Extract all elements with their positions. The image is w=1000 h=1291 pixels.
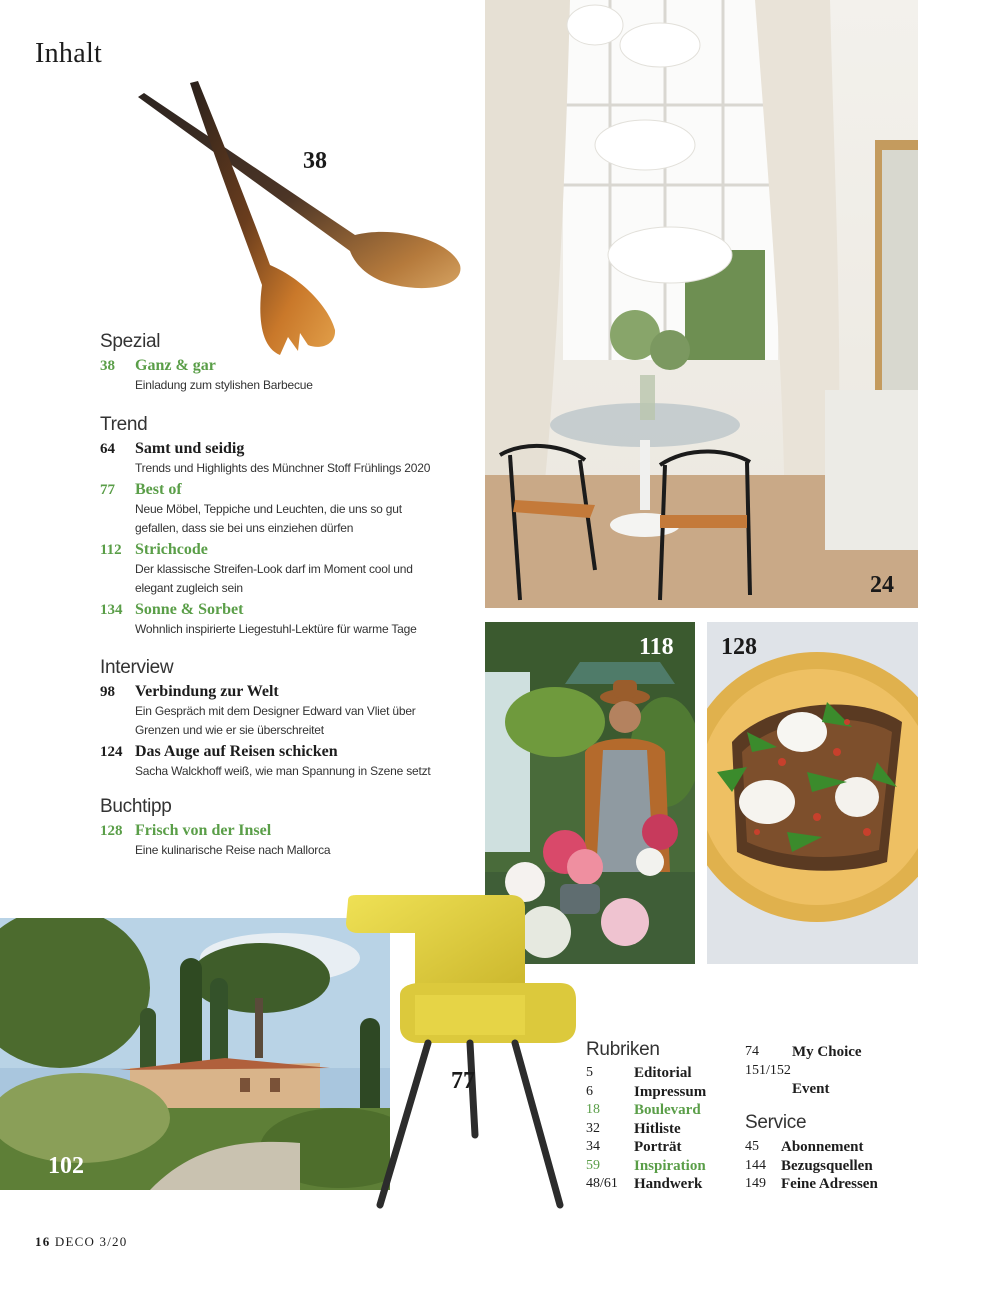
rubrik-page: 18 bbox=[586, 1102, 600, 1117]
rubrik-page: 74 bbox=[745, 1044, 759, 1059]
section-heading: Spezial bbox=[100, 331, 161, 352]
page-number-spoons: 38 bbox=[303, 148, 327, 174]
page-number-villa: 102 bbox=[48, 1153, 84, 1179]
service-heading: Service bbox=[745, 1112, 807, 1133]
rubrik-item[interactable] bbox=[586, 1138, 736, 1157]
service-label: Bezugsquellen bbox=[781, 1157, 873, 1174]
toc-entry[interactable] bbox=[100, 480, 480, 538]
rubrik-page: 6 bbox=[586, 1083, 593, 1099]
page-number-food: 128 bbox=[721, 634, 757, 660]
rubriken-block-2 bbox=[745, 1043, 915, 1099]
service-item[interactable] bbox=[745, 1175, 915, 1194]
entry-title: Ganz & gar bbox=[135, 357, 216, 374]
service-label: Feine Adressen bbox=[781, 1176, 878, 1192]
dining-room-scene bbox=[485, 0, 918, 608]
entry-page-number: 64 bbox=[100, 441, 115, 457]
rubrik-page: 48/61 bbox=[586, 1176, 618, 1191]
toc-section-buchtipp bbox=[100, 795, 480, 860]
rubrik-item[interactable] bbox=[586, 1064, 736, 1083]
entry-title: Das Auge auf Reisen schicken bbox=[135, 743, 338, 760]
rubrik-label: My Choice bbox=[792, 1044, 862, 1060]
section-heading: Interview bbox=[100, 657, 174, 678]
toc-entry[interactable] bbox=[100, 540, 480, 598]
entry-page-number: 112 bbox=[100, 542, 122, 558]
rubrik-label: Inspiration bbox=[634, 1157, 706, 1174]
service-item[interactable] bbox=[745, 1138, 915, 1157]
photo-spoons[interactable] bbox=[130, 75, 470, 360]
entry-title: Samt und seidig bbox=[135, 440, 245, 457]
rubrik-page: 5 bbox=[586, 1065, 593, 1080]
photo-dining-room[interactable] bbox=[485, 0, 918, 608]
entry-title: Frisch von der Insel bbox=[135, 822, 272, 839]
entry-description: Sacha Walckhoff weiß, wie man Spannung in Szene setzt bbox=[135, 764, 431, 778]
rubrik-item[interactable] bbox=[586, 1157, 736, 1176]
entry-description: Der klassische Streifen-Look darf im Moment cool und elegant zugleich sein bbox=[135, 562, 413, 595]
rubrik-item[interactable] bbox=[745, 1043, 915, 1062]
entry-description: Trends und Highlights des Münchner Stoff Frühlings 2020 bbox=[135, 461, 431, 475]
toc-entry[interactable] bbox=[100, 821, 480, 860]
entry-page-number: 128 bbox=[100, 823, 123, 839]
photo-villa-garden[interactable] bbox=[0, 918, 390, 1190]
photo-food[interactable] bbox=[707, 622, 918, 964]
villa-garden-scene bbox=[0, 918, 390, 1190]
entry-description: Einladung zum stylishen Barbecue bbox=[135, 378, 313, 392]
service-page: 149 bbox=[745, 1176, 766, 1191]
rubrik-item[interactable] bbox=[586, 1175, 736, 1194]
entry-description: Neue Möbel, Teppiche und Leuchten, die uns so gut gefallen, dass sie bei uns einziehen dürfen bbox=[135, 502, 402, 535]
toc-entry[interactable] bbox=[100, 682, 480, 740]
page-number-chair: 77 bbox=[451, 1068, 475, 1094]
entry-page-number: 98 bbox=[100, 684, 115, 700]
entry-page-number: 77 bbox=[100, 482, 115, 498]
service-block bbox=[745, 1112, 915, 1194]
page-number-dining: 24 bbox=[870, 572, 894, 598]
entry-description: Eine kulinarische Reise nach Mallorca bbox=[135, 843, 331, 857]
service-page: 144 bbox=[745, 1157, 766, 1173]
footer-magazine: DECO 3/20 bbox=[54, 1234, 128, 1249]
toc-section-interview bbox=[100, 656, 480, 781]
page-title: Inhalt bbox=[35, 38, 103, 69]
page-number-florist: 118 bbox=[639, 634, 674, 660]
rubrik-item[interactable] bbox=[586, 1083, 736, 1102]
rubrik-label: Event bbox=[792, 1080, 830, 1097]
rubriken-heading: Rubriken bbox=[586, 1039, 660, 1060]
footer-page-number: 16 bbox=[35, 1234, 51, 1249]
rubrik-page: 151/152 bbox=[745, 1062, 791, 1078]
yellow-chair-illustration bbox=[340, 895, 580, 1215]
entry-title: Best of bbox=[135, 481, 182, 498]
service-item[interactable] bbox=[745, 1157, 915, 1176]
rubrik-label: Handwerk bbox=[634, 1176, 703, 1192]
rubrik-item[interactable] bbox=[745, 1062, 915, 1099]
rubrik-page: 34 bbox=[586, 1139, 600, 1154]
toc-entry[interactable] bbox=[100, 356, 480, 395]
rubrik-label: Impressum bbox=[634, 1083, 707, 1100]
entry-title: Verbindung zur Welt bbox=[135, 683, 279, 700]
entry-page-number: 38 bbox=[100, 358, 115, 374]
rubrik-page: 59 bbox=[586, 1157, 600, 1173]
service-label: Abonnement bbox=[781, 1139, 864, 1155]
toc-section-spezial bbox=[100, 330, 480, 395]
entry-title: Sonne & Sorbet bbox=[135, 601, 244, 618]
rubrik-label: Editorial bbox=[634, 1065, 692, 1081]
rubrik-item[interactable] bbox=[586, 1101, 736, 1120]
rubrik-page: 32 bbox=[586, 1120, 600, 1136]
section-heading: Buchtipp bbox=[100, 796, 172, 817]
photo-yellow-chair[interactable] bbox=[340, 895, 580, 1215]
entry-page-number: 124 bbox=[100, 744, 123, 760]
section-heading: Trend bbox=[100, 414, 148, 435]
entry-page-number: 134 bbox=[100, 602, 123, 618]
rubrik-item[interactable] bbox=[586, 1120, 736, 1139]
toc-entry[interactable] bbox=[100, 742, 480, 781]
entry-description: Wohnlich inspirierte Liegestuhl-Lektüre für warme Tage bbox=[135, 622, 417, 636]
rubriken-block bbox=[586, 1039, 736, 1194]
rubrik-label: Boulevard bbox=[634, 1102, 701, 1118]
rubrik-label: Porträt bbox=[634, 1139, 682, 1155]
toc-section-trend bbox=[100, 413, 480, 639]
toc-entry[interactable] bbox=[100, 600, 480, 639]
food-plate-scene bbox=[707, 622, 918, 964]
toc-entry[interactable] bbox=[100, 439, 480, 478]
entry-title: Strichcode bbox=[135, 541, 208, 558]
service-page: 45 bbox=[745, 1139, 759, 1154]
rubrik-label: Hitliste bbox=[634, 1120, 681, 1137]
page-footer bbox=[35, 1234, 127, 1250]
entry-description: Ein Gespräch mit dem Designer Edward van Vliet über Grenzen und wie er sie überschreitet bbox=[135, 704, 416, 737]
salad-servers-illustration bbox=[130, 75, 470, 360]
